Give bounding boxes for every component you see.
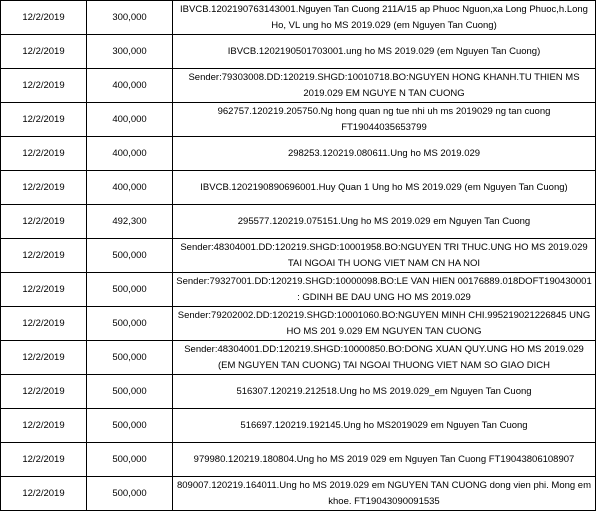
- table-row: [1, 307, 596, 341]
- date-cell[interactable]: 12/2/2019: [1, 35, 87, 69]
- table-row: [1, 477, 596, 511]
- table-row: [1, 341, 596, 375]
- amount-cell[interactable]: 500,000: [87, 239, 173, 273]
- description-cell[interactable]: 809007.120219.164011.Ung ho MS 2019.029 em NGUYEN TAN CUONG dong vien phi. Mong em khoe. FT19043090091535: [173, 477, 596, 511]
- table-row: [1, 69, 596, 103]
- date-cell[interactable]: 12/2/2019: [1, 239, 87, 273]
- amount-cell[interactable]: 500,000: [87, 375, 173, 409]
- amount-cell[interactable]: 400,000: [87, 103, 173, 137]
- table-row: [1, 171, 596, 205]
- amount-cell[interactable]: 300,000: [87, 35, 173, 69]
- description-cell[interactable]: Sender:79303008.DD:120219.SHGD:10010718.BO:NGUYEN HONG KHANH.TU THIEN MS 2019.029 EM NGUYE N TAN CUONG: [173, 69, 596, 103]
- date-cell[interactable]: 12/2/2019: [1, 273, 87, 307]
- amount-cell[interactable]: 500,000: [87, 341, 173, 375]
- table-row: [1, 239, 596, 273]
- description-cell[interactable]: 295577.120219.075151.Ung ho MS 2019.029 em Nguyen Tan Cuong: [173, 205, 596, 239]
- date-cell[interactable]: 12/2/2019: [1, 205, 87, 239]
- description-cell[interactable]: IBVCB.1202190763143001.Nguyen Tan Cuong 211A/15 ap Phuoc Nguon,xa Long Phuoc,h.Long Ho, VL ung ho MS 2019.029 (em Nguyen Tan Cuong): [173, 1, 596, 35]
- description-cell[interactable]: 516307.120219.212518.Ung ho MS 2019.029_em Nguyen Tan Cuong: [173, 375, 596, 409]
- date-cell[interactable]: 12/2/2019: [1, 443, 87, 477]
- table-body: [1, 1, 596, 511]
- amount-cell[interactable]: 500,000: [87, 443, 173, 477]
- amount-cell[interactable]: 400,000: [87, 137, 173, 171]
- date-cell[interactable]: 12/2/2019: [1, 1, 87, 35]
- amount-cell[interactable]: 500,000: [87, 477, 173, 511]
- description-cell[interactable]: Sender:48304001.DD:120219.SHGD:10001958.BO:NGUYEN TRI THUC.UNG HO MS 2019.029 TAI NGOAI TH UONG VIET NAM CN HA NOI: [173, 239, 596, 273]
- date-cell[interactable]: 12/2/2019: [1, 171, 87, 205]
- table-row: [1, 1, 596, 35]
- table-row: [1, 35, 596, 69]
- description-cell[interactable]: 979980.120219.180804.Ung ho MS 2019 029 em Nguyen Tan Cuong FT19043806108907: [173, 443, 596, 477]
- amount-cell[interactable]: 500,000: [87, 273, 173, 307]
- amount-cell[interactable]: 500,000: [87, 409, 173, 443]
- table-row: [1, 103, 596, 137]
- amount-cell[interactable]: 300,000: [87, 1, 173, 35]
- table-row: [1, 443, 596, 477]
- description-cell[interactable]: Sender:48304001.DD:120219.SHGD:10000850.BO:DONG XUAN QUY.UNG HO MS 2019.029 (EM NGUYEN TAN CUONG) TAI NGOAI THUONG VIET NAM SO GIAO DICH: [173, 341, 596, 375]
- amount-cell[interactable]: 492,300: [87, 205, 173, 239]
- date-cell[interactable]: 12/2/2019: [1, 307, 87, 341]
- date-cell[interactable]: 12/2/2019: [1, 341, 87, 375]
- date-cell[interactable]: 12/2/2019: [1, 103, 87, 137]
- table-row: [1, 137, 596, 171]
- table-row: [1, 205, 596, 239]
- description-cell[interactable]: IBVCB.1202190890696001.Huy Quan 1 Ung ho MS 2019.029 (em Nguyen Tan Cuong): [173, 171, 596, 205]
- description-cell[interactable]: Sender:79327001.DD:120219.SHGD:10000098.BO:LE VAN HIEN 00176889.018DOFT190430001 : GDINH BE DAU UNG HO MS 2019.029: [173, 273, 596, 307]
- date-cell[interactable]: 12/2/2019: [1, 69, 87, 103]
- description-cell[interactable]: 516697.120219.192145.Ung ho MS2019029 em Nguyen Tan Cuong: [173, 409, 596, 443]
- amount-cell[interactable]: 400,000: [87, 171, 173, 205]
- description-cell[interactable]: IBVCB.1202190501703001.ung ho MS 2019.029 (em Nguyen Tan Cuong): [173, 35, 596, 69]
- description-cell[interactable]: 298253.120219.080611.Ung ho MS 2019.029: [173, 137, 596, 171]
- table-row: [1, 273, 596, 307]
- table-row: [1, 375, 596, 409]
- amount-cell[interactable]: 400,000: [87, 69, 173, 103]
- date-cell[interactable]: 12/2/2019: [1, 477, 87, 511]
- description-cell[interactable]: 962757.120219.205750.Ng hong quan ng tue nhi uh ms 2019029 ng tan cuong FT19044035653799: [173, 103, 596, 137]
- table-row: [1, 409, 596, 443]
- description-cell[interactable]: Sender:79202002.DD:120219.SHGD:10001060.BO:NGUYEN MINH CHI.995219021226845 UNG HO MS 201 9.029 EM NGUYEN TAN CUONG: [173, 307, 596, 341]
- amount-cell[interactable]: 500,000: [87, 307, 173, 341]
- date-cell[interactable]: 12/2/2019: [1, 137, 87, 171]
- date-cell[interactable]: 12/2/2019: [1, 409, 87, 443]
- date-cell[interactable]: 12/2/2019: [1, 375, 87, 409]
